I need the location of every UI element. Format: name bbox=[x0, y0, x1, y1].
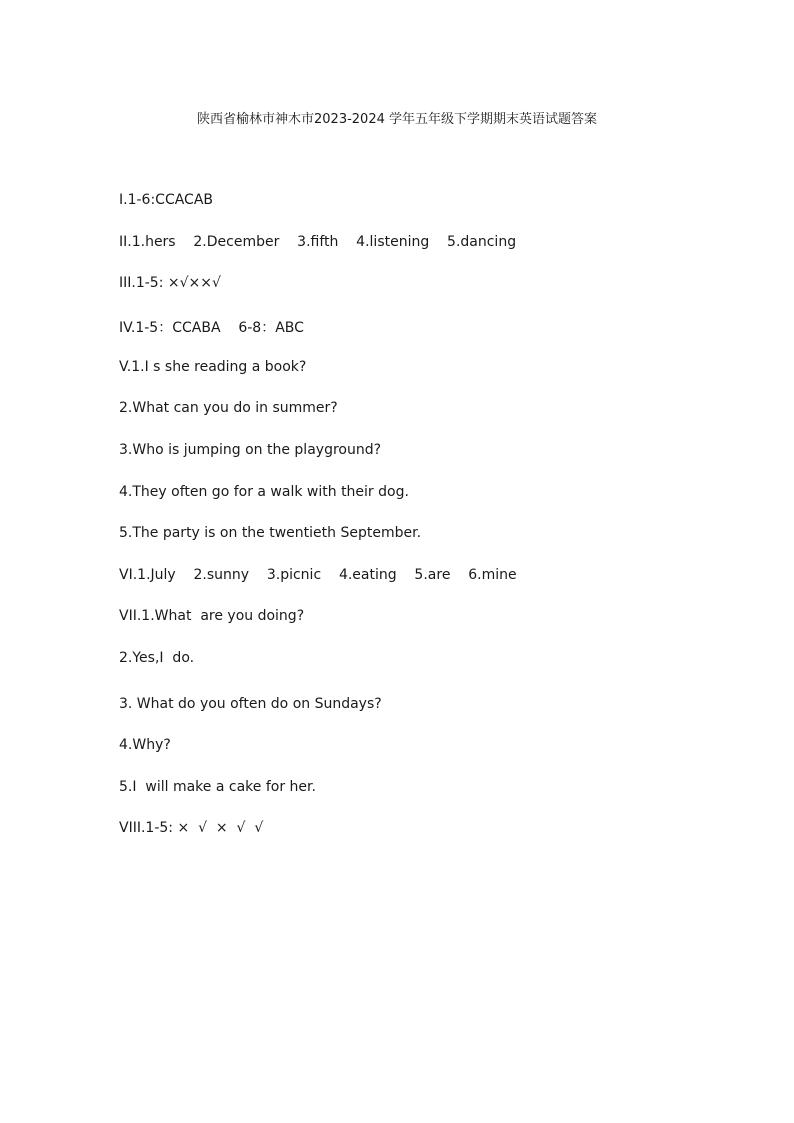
answer-line-section-6: VI.1.July 2.sunny 3.picnic 4.eating 5.are 6.mine bbox=[119, 567, 517, 583]
answer-line-section-1: I.1-6:CCACAB bbox=[119, 192, 214, 208]
answer-line-section-7-item-5: 5.I will make a cake for her. bbox=[119, 779, 316, 795]
answer-line-section-5-item-4: 4.They often go for a walk with their dog. bbox=[119, 484, 409, 500]
answer-line-section-7-item-4: 4.Why? bbox=[119, 737, 171, 753]
answer-line-section-5-item-5: 5.The party is on the twentieth September. bbox=[119, 525, 422, 541]
answer-line-section-8: VIII.1-5: × √ × √ √ bbox=[119, 820, 264, 836]
answer-line-section-4: IV.1-5：CCABA 6-8：ABC bbox=[119, 320, 304, 336]
answer-line-section-7-item-3: 3. What do you often do on Sundays? bbox=[119, 696, 382, 712]
answer-line-section-5-item-1: V.1.I s she reading a book? bbox=[119, 359, 307, 375]
answer-line-section-3: III.1-5: ×√××√ bbox=[119, 275, 221, 291]
answer-line-section-5-item-2: 2.What can you do in summer? bbox=[119, 400, 338, 416]
answer-line-section-7-item-1: VII.1.What are you doing? bbox=[119, 608, 305, 624]
answer-line-section-2: II.1.hers 2.December 3.fifth 4.listening 5.dancing bbox=[119, 234, 517, 250]
answer-line-section-5-item-3: 3.Who is jumping on the playground? bbox=[119, 442, 382, 458]
document-title: 陕西省榆林市神木市2023-2024 学年五年级下学期期末英语试题答案 bbox=[197, 112, 597, 127]
answer-line-section-7-item-2: 2.Yes,I do. bbox=[119, 650, 195, 666]
